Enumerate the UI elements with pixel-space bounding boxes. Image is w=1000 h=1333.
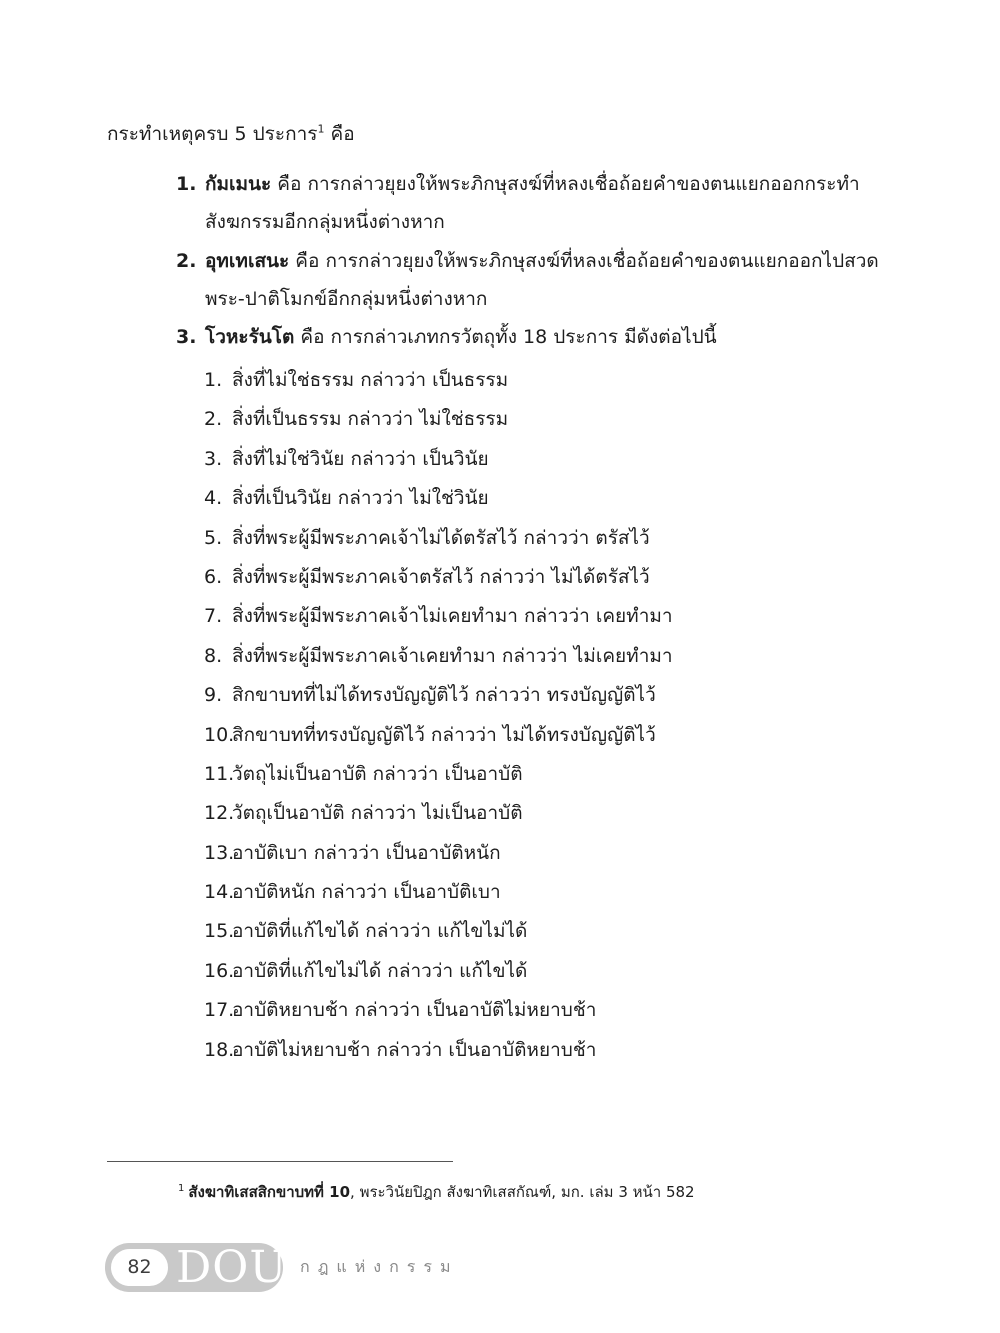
sub-item-text: อาบัติหยาบช้า กล่าวว่า เป็นอาบัติไม่หยาบช้า: [232, 999, 597, 1022]
dou-logo: DOU: [176, 1242, 288, 1293]
sub-item-number: 13.: [204, 841, 235, 864]
sub-item-text: อาบัติเบา กล่าวว่า เป็นอาบัติหนัก: [232, 841, 501, 864]
sub-item-text: อาบัติไม่หยาบช้า กล่าวว่า เป็นอาบัติหยาบช้า: [232, 1038, 597, 1061]
sub-item-number: 11.: [204, 762, 235, 785]
item-body: [205, 165, 896, 241]
footnote-number: 1: [178, 1183, 185, 1194]
item-text: คือ การกล่าวเภทกรวัตถุทั้ง 18 ประการ มีดังต่อไปนี้: [294, 326, 717, 348]
item-number: 1.: [176, 173, 197, 195]
sub-item-text: สิ่งที่พระผู้มีพระภาคเจ้าไม่ได้ตรัสไว้ กล่าวว่า ตรัสไว้: [232, 526, 650, 549]
sub-item-number: 4.: [204, 487, 223, 510]
sub-list-item: [204, 1031, 673, 1070]
sub-item-text: สิ่งที่ไม่ใช่วินัย กล่าวว่า เป็นวินัย: [232, 447, 489, 470]
sub-item-text: สิกขาบทที่ทรงบัญญัติไว้ กล่าวว่า ไม่ได้ทรงบัญญัติไว้: [232, 723, 656, 746]
sub-list-item: [204, 597, 673, 636]
sub-item-text: สิ่งที่เป็นธรรม กล่าวว่า ไม่ใช่ธรรม: [232, 408, 509, 431]
sub-list-item: [204, 755, 673, 794]
sub-item-text: สิ่งที่พระผู้มีพระภาคเจ้าเคยทำมา กล่าวว่า ไม่เคยทำมา: [232, 644, 673, 667]
sub-item-number: 10.: [204, 723, 235, 746]
footnote: [178, 1177, 695, 1204]
sub-item-number: 2.: [204, 408, 223, 431]
sub-list-item: [204, 361, 673, 400]
sub-item-text: สิ่งที่พระผู้มีพระภาคเจ้าไม่เคยทำมา กล่าวว่า เคยทำมา: [232, 605, 673, 628]
book-title: กฎแห่งกรรม: [300, 1257, 459, 1276]
footnote-source-rest: , พระวินัยปิฎก สังฆาทิเสสกัณฑ์, มก. เล่ม 3 หน้า 582: [350, 1183, 695, 1201]
item-number: 3.: [176, 326, 197, 348]
sub-list-item: [204, 716, 673, 755]
sub-list-item: [204, 519, 673, 558]
sub-item-number: 16.: [204, 959, 235, 982]
sub-item-text: สิกขาบทที่ไม่ได้ทรงบัญญัติไว้ กล่าวว่า ทรงบัญญัติไว้: [232, 684, 656, 707]
page-number: 82: [111, 1249, 168, 1286]
sub-list-item: [204, 991, 673, 1030]
sub-item-text: สิ่งที่เป็นวินัย กล่าวว่า ไม่ใช่วินัย: [232, 487, 489, 510]
footnote-divider: [107, 1161, 453, 1162]
item-body: [205, 318, 896, 356]
sub-list-item: [204, 873, 673, 912]
sub-list-item: [204, 834, 673, 873]
numbered-item-1: [176, 165, 896, 241]
numbered-item-2: [176, 242, 896, 318]
sub-item-text: วัตถุเป็นอาบัติ กล่าวว่า ไม่เป็นอาบัติ: [232, 802, 523, 825]
sub-item-number: 18.: [204, 1038, 235, 1061]
sub-item-number: 7.: [204, 605, 223, 628]
sub-item-text: สิ่งที่พระผู้มีพระภาคเจ้าตรัสไว้ กล่าวว่า ไม่ได้ตรัสไว้: [232, 565, 650, 588]
footnote-ref: 1: [317, 122, 325, 136]
sub-item-text: อาบัติหนัก กล่าวว่า เป็นอาบัติเบา: [232, 881, 501, 904]
numbered-item-3: [176, 318, 896, 356]
item-body: [205, 242, 896, 318]
sub-list-item: [204, 400, 673, 439]
sub-list-item: [204, 637, 673, 676]
intro-text: กระทำเหตุครบ 5 ประการ: [107, 123, 318, 145]
sub-item-number: 3.: [204, 447, 223, 470]
intro-suffix: คือ: [324, 123, 355, 145]
sub-item-text: วัตถุไม่เป็นอาบัติ กล่าวว่า เป็นอาบัติ: [232, 762, 523, 785]
sub-item-number: 6.: [204, 565, 223, 588]
sub-item-number: 1.: [204, 369, 223, 391]
item-text: คือ การกล่าวยุยงให้พระภิกษุสงฆ์ที่หลงเชื่อถ้อยคำของตนแยกออกกระทำสังฆกรรมอีกกลุ่มหนึ่งต่างหาก: [205, 173, 860, 233]
intro-line: [107, 119, 355, 149]
sub-item-number: 12.: [204, 802, 235, 825]
sub-list-item: [204, 676, 673, 715]
sub-list-item: [204, 558, 673, 597]
sub-item-text: อาบัติที่แก้ไขได้ กล่าวว่า แก้ไขไม่ได้: [232, 920, 528, 943]
sub-list-item: [204, 952, 673, 991]
footnote-source-bold: สังฆาทิเสสสิกขาบทที่ 10: [188, 1183, 351, 1201]
sub-list-item: [204, 912, 673, 951]
item-text: คือ การกล่าวยุยงให้พระภิกษุสงฆ์ที่หลงเชื่อถ้อยคำของตนแยกออกไปสวดพระ-ปาติโมกข์อีกกลุ่มหนึ่งต่างหาก: [205, 250, 879, 310]
sub-item-number: 9.: [204, 684, 223, 707]
sub-list-item: [204, 794, 673, 833]
sub-list-item: [204, 440, 673, 479]
sub-item-number: 15.: [204, 920, 235, 943]
sub-list-item: [204, 479, 673, 518]
sub-item-text: อาบัติที่แก้ไขไม่ได้ กล่าวว่า แก้ไขได้: [232, 959, 528, 982]
sub-item-number: 8.: [204, 644, 223, 667]
sub-item-number: 17.: [204, 999, 235, 1022]
sub-list: [204, 361, 673, 1070]
sub-item-number: 14.: [204, 881, 235, 904]
item-number: 2.: [176, 250, 197, 272]
item-term: กัมเมนะ: [205, 173, 272, 195]
item-term: อุทเทเสนะ: [205, 250, 290, 272]
item-term: โวหะรันโต: [205, 326, 295, 348]
sub-item-number: 5.: [204, 526, 223, 549]
sub-item-text: สิ่งที่ไม่ใช่ธรรม กล่าวว่า เป็นธรรม: [232, 369, 509, 391]
